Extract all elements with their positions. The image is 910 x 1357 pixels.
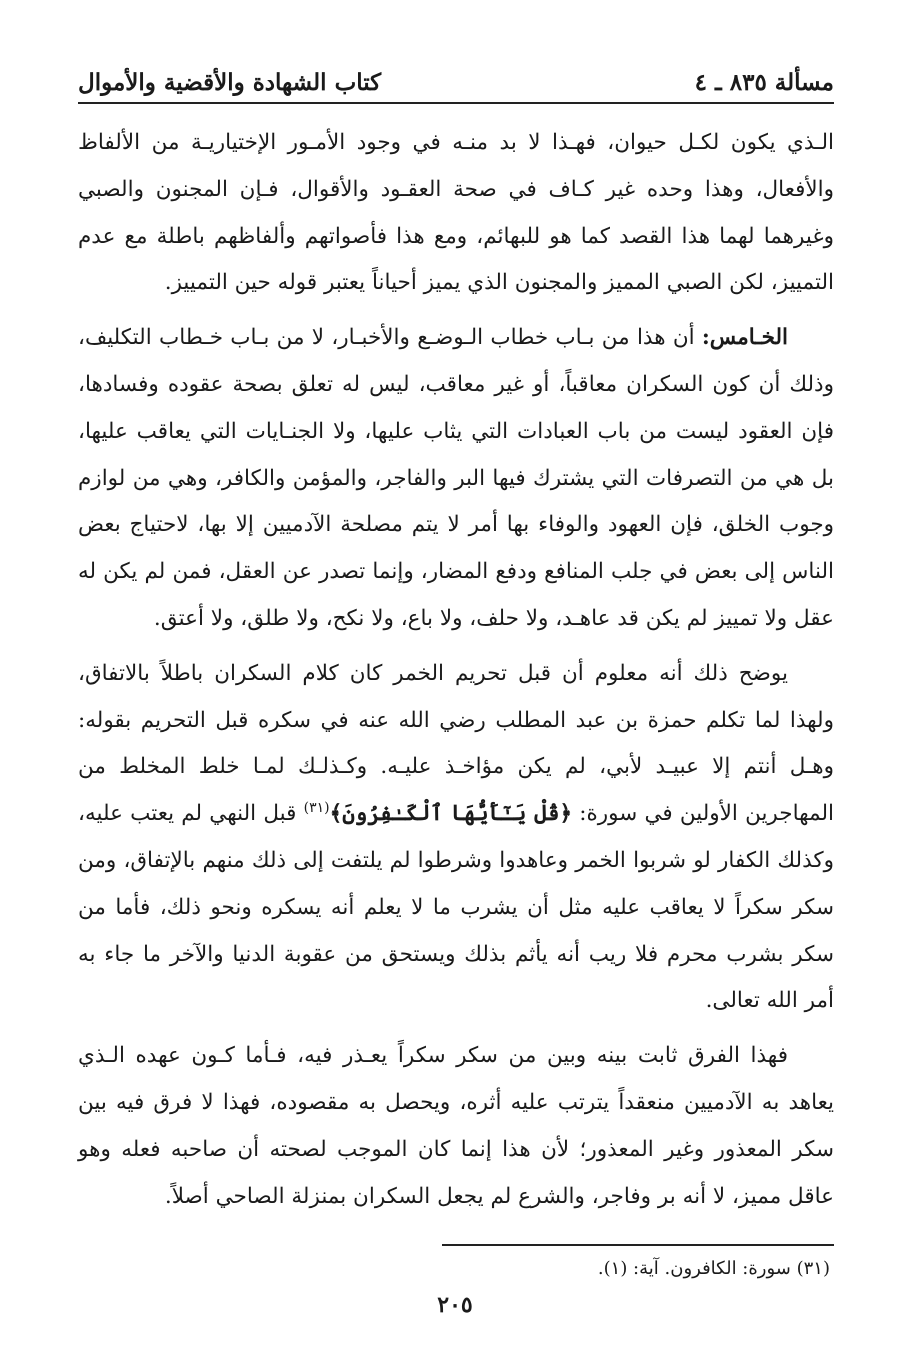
body-text — [78, 120, 834, 1220]
paragraph-3 — [78, 651, 834, 1025]
issue-number: مسألة ٨٣٥ ـ ٤ — [694, 69, 834, 96]
paragraph-2-text: أن هذا من بـاب خطاب الـوضـع والأخبـار، لا من بـاب خـطاب التكليف، وذلك أن كون السكران معاقباً، أو غير معاقب، ليس له تعلق بصحة عقوده وفسادها، فإن العقود ليست من باب العبادات التي يثاب عليها، ولا الجنـايات التي يعاقب عليها، بل هي من التصرفات التي يشترك فيها البر والفاجر، والمؤمن والكافر، وهي من لوازم وجوب الخلق، فإن العهود والوفاء بها أمر لا يتم مصلحة الآدميين إلا بها، لاحتياج بعض الناس إلى بعض في جلب المنافع ودفع المضار، وإنما تصدر عن العقل، فمن لم يكن له عقل ولا تمييز لم يكن قد عاهـد، ولا حلف، ولا باع، ولا نكح، ولا طلق، ولا أعتق. — [78, 325, 834, 631]
paragraph-4: فهذا الفرق ثابت بينه وبين من سكر سكراً يعـذر فيه، فـأما كـون عهده الـذي يعاهد به الآدميين منعقداً يترتب عليه أثره، ويحصل به مقصوده، فهذا لا فرق فيه بين سكر المعذور وغير المعذور؛ لأن هذا إنما كان الموجب لصحته أن صاحبه فعله وهو عاقل مميز، لا أنه بر وفاجر، والشرع لم يجعل السكران بمنزلة الصاحي أصلاً. — [78, 1043, 834, 1209]
running-header — [78, 56, 834, 96]
paragraph-3-text-a: يوضح ذلك أنه معلوم أن قبل تحريم الخمر كان كلام السكران باطلاً بالاتفاق، ولهذا لما تكلم حمزة بن عبد المطلب رضي الله عنه في سكره قبل التحريم بقوله: وهـل أنتم إلا عبيـد لأبي، لم يكن مؤاخـذ عليـه. وكـذلـك لمـا خلط المخلط من المهاجرين الأولين في سورة: — [78, 660, 835, 827]
paragraph-3-text-b: قبل النهي لم يعتب عليه، وكذلك الكفار لو شربوا الخمر وعاهدوا وشرطوا لم يلتفت إلى ذلك منهم بالإتفاق، ومن سكر سكراً لا يعاقب عليه مثل أن يشرب ما لا يعلم أنه يسكره ونحو ذلك، فأما من سكر بشرب محرم فلا ريب أنه يأثم بذلك ويستحق من عقوبة الدنيا والآخر ما جاء به أمر الله تعالى. — [78, 801, 834, 1014]
footnote-reference[interactable]: (٣١) — [303, 800, 330, 816]
footnote-rule — [442, 1244, 834, 1246]
quran-quote: ﴿قُلْ يَـٰٓأَيُّهَا ٱلْكَـٰفِرُونَ﴾ — [329, 801, 573, 827]
header-rule — [78, 102, 834, 104]
footnote: (٣١) سورة: الكافرون. آية: (١). — [597, 1258, 830, 1279]
book-title: كتاب الشهادة والأقضية والأموال — [78, 69, 382, 96]
paragraph-2-lead: الخـامس: — [701, 325, 788, 351]
paragraph-1: الـذي يكون لكـل حيوان، فهـذا لا بد منـه في وجود الأمـور الإختياريـة من الألفاظ والأفعال، وهذا وحده غير كـاف في صحة العقـود والأقوال، فـإن المجنون والصبي وغيرهما لهما هذا القصد كما هو للبهائم، ومع هذا فأصواتهم وألفاظهم باطلة مع عدم التمييز، لكن الصبي المميز والمجنون الذي يميز أحياناً يعتبر قوله حين التمييز. — [78, 130, 834, 296]
page-number: ٢٠٥ — [437, 1292, 473, 1318]
paragraph-2 — [78, 315, 834, 643]
